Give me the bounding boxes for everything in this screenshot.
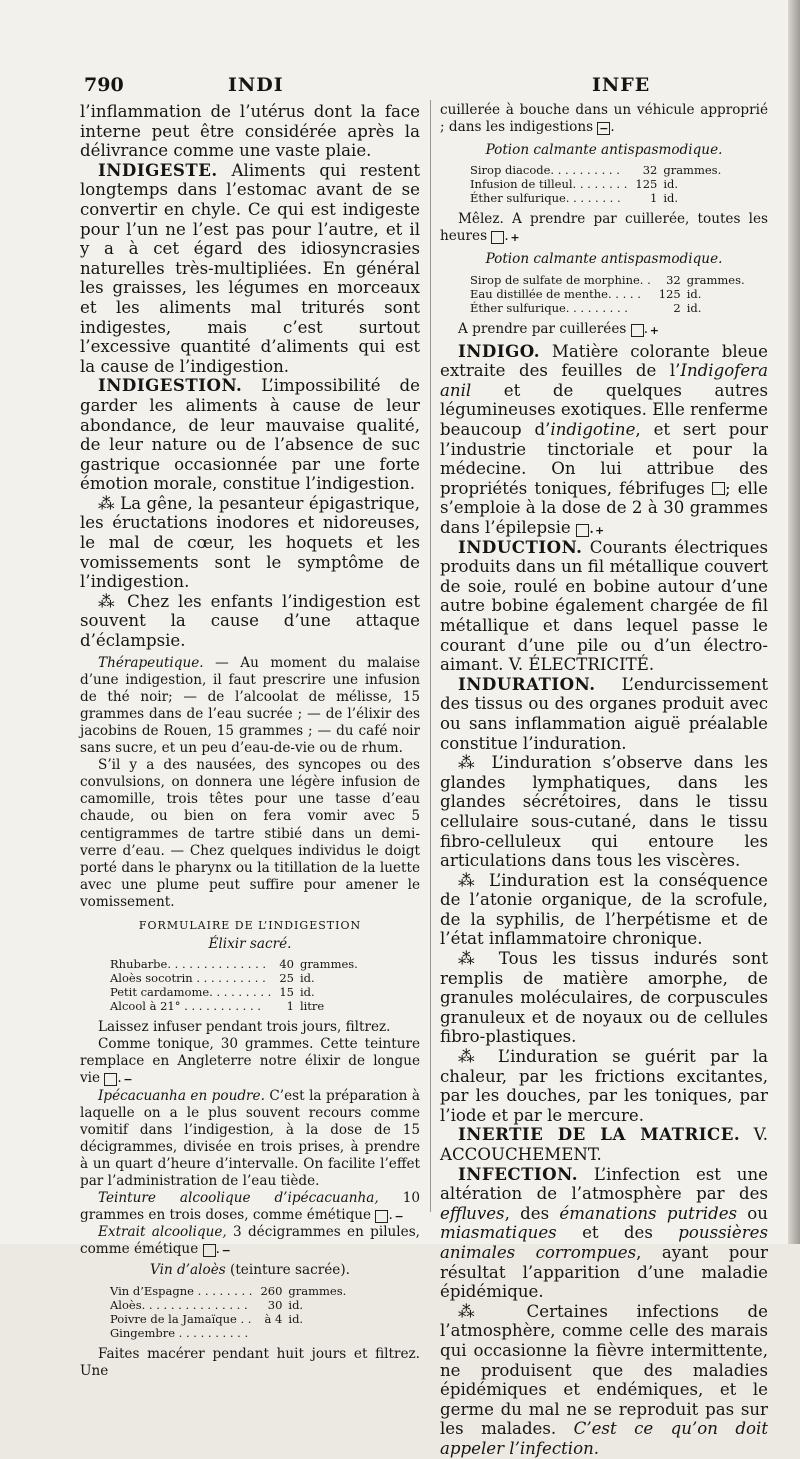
header-right-word: INFE <box>592 74 651 96</box>
left-column <box>80 102 420 1380</box>
paragraph-with-symbol: Mêlez. A prendre par cuillerée, toutes les heures +. <box>440 211 768 245</box>
paragraph-with-symbol: Comme tonique, 30 grammes. Cette teinture remplace en Angleterre notre élixir de longue vie −. <box>80 1036 420 1087</box>
headword: INDIGESTE. <box>98 159 218 180</box>
entry-infection: INFECTION. L’infection est une altération de l’atmosphère par des effluves, des émanations putrides ou miasmatiques et des poussières animales corrompues, ayant pour résultat l’apparition d’une maladie épidémique. <box>440 1163 768 1302</box>
potion1-ingredients-table <box>470 163 721 205</box>
paragraph: ⁂ L’induration s’observe dans les glandes lymphatiques, dans les glandes sécrétoires, dans le tissu cellulaire sous-cutané, dans le tissu fibro-celluleux qui entoure les articulations dans tous les viscères. <box>440 753 768 871</box>
entry-text: L’impossibilité de garder les aliments à cause de leur abondance, de leur mauvaise qualité, de leur nature ou de l’absence de suc gastrique occasionnée par une forte émotion morale, constitue l’indigestion. <box>80 376 420 494</box>
paragraph: Laissez infuser pendant trois jours, filtrez. <box>98 1019 391 1036</box>
plus-box-icon: + <box>491 231 504 244</box>
table-row: Infusion de tilleul. . . . . . . . 125 id. <box>470 177 679 192</box>
minus-box-icon: − <box>599 122 609 136</box>
page-number: 790 <box>84 74 124 96</box>
lead-italic: Teinture alcoolique d’ipécacuanha, <box>98 1190 379 1207</box>
table-row: Éther sulfurique. . . . . . . . . 2 id. <box>470 300 702 315</box>
table-row: Aloès socotrin . . . . . . . . . . 25 id. <box>110 971 315 986</box>
table-row: Rhubarbe. . . . . . . . . . . . . . 40 grammes. <box>110 957 358 972</box>
lead-italic: Thérapeutique. <box>98 654 204 671</box>
headword: INDURATION. <box>458 673 596 694</box>
entry-induration: INDURATION. L’endurcissement des tissus ou des organes produit avec ou sans inflammation aiguë préalable constitue l’induration. <box>440 673 768 753</box>
table-row: Petit cardamome. . . . . . . . . 15 id. <box>110 985 315 1000</box>
table-row: Éther sulfurique. . . . . . . . 1 id. <box>470 191 679 206</box>
headword: INERTIE DE LA MATRICE. <box>458 1124 741 1145</box>
paragraph-with-symbol: Extrait alcoolique, 3 décigrammes en pilules, comme émétique −. <box>80 1224 420 1258</box>
paragraph: l’inflammation de l’utérus dont la face interne peut être considérée après la délivrance comme une vaste plaie. <box>80 102 420 161</box>
therapeutique-paragraph <box>80 655 420 758</box>
entry-text: Aliments qui restent longtemps dans l’estomac avant de se convertir en chyle. Ce qui est indigeste pour l’un ne l’est pas pour l’autre, et il y a à cet égard des idiosyncrasies naturelles très-multipliées. En général les graisses, les légumes en morceaux et les aliments mal triturés sont indigestes, mais c’est surtout l’excessive quantité d’aliments qui est la cause de l’indigestion. <box>80 160 420 376</box>
paragraph: Faites macérer pendant huit jours et filtrez. Une <box>80 1345 420 1379</box>
minus-box-icon: − <box>203 1244 216 1257</box>
entry-indigo: INDIGO. Matière colorante bleue extraite des feuilles de l’Indigofera anil et de quelques autres légumineuses exotiques. Elle renferme beaucoup d’indigotine, et sert pour l’industrie tinctoriale et pour la médecine. On lui attribue des propriétés toniques, fébrifuges ; elle s’emploie à la dose de 2 à 30 grammes dans l’épilepsie +. <box>440 340 768 537</box>
table-row: Poivre de la Jamaïque . . à 4 id. <box>110 1311 304 1326</box>
headword: INDIGO. <box>458 340 541 361</box>
paragraph-text: — Au moment du malaise d’une indigestion, il faut prescrire une infusion de thé noir; — de l’alcoolat de mélisse, 15 grammes dans de l’eau sucrée ; — de l’élixir des jacobins de Rouen, 15 grammes ; — du café noir sans sucre, et un peu d’eau-de-vie ou de rhum. <box>80 654 420 757</box>
lead-italic: Extrait alcoolique, <box>98 1224 227 1241</box>
paragraph-with-symbol: cuillerée à bouche dans un véhicule approprié ; dans les indigestions − . <box>440 102 768 136</box>
paragraph: ⁂ L’induration est la conséquence de l’atonie organique, de la scrofule, de la syphilis, de l’herpétisme et de l’état inflammatoire chronique. <box>440 870 768 949</box>
column-divider <box>430 100 431 1212</box>
minus-box-icon: − <box>104 1073 117 1086</box>
vin-ingredients-table <box>110 1284 346 1340</box>
table-row: Vin d’Espagne . . . . . . . . 260 grammes. <box>110 1283 347 1298</box>
lead-italic: Ipécacuanha en poudre. <box>98 1087 265 1104</box>
table-row: Eau distillée de menthe. . . . . 125 id. <box>470 286 702 301</box>
entry-inertie: INERTIE DE LA MATRICE. V. ACCOUCHEMENT. <box>440 1124 768 1164</box>
recipe-title: Potion calmante antispasmodique. <box>485 251 723 268</box>
paragraph-with-symbol: Teinture alcoolique d’ipécacuanha, 10 grammes en trois doses, comme émétique −. <box>80 1190 420 1224</box>
headword: INDUCTION. <box>458 536 583 557</box>
paragraph: ⁂ La gêne, la pesanteur épigastrique, les éructations inodores et nidoreuses, le mal de cœur, les hoquets et les vomissements sont le symptôme de l’indigestion. <box>80 493 420 592</box>
empty-box-icon <box>712 482 725 495</box>
right-column <box>440 102 768 1459</box>
header-left-word: INDI <box>228 74 284 96</box>
formulaire-title: FORMULAIRE DE L’INDIGESTION <box>138 919 362 933</box>
headword: INDIGESTION. <box>98 375 243 396</box>
table-row: Aloès. . . . . . . . . . . . . . . 30 id. <box>110 1297 304 1312</box>
table-row: Alcool à 21° . . . . . . . . . . . 1 litre <box>110 999 325 1014</box>
entry-induction: INDUCTION. Courants électriques produits dans un fil métallique couvert de soie, roulé en bobine autour d’une autre bobine également chargée de fil métallique et dans lequel passe le courant d’une pile ou d’un électro-aimant. V. ÉLECTRICITÉ. <box>440 536 768 675</box>
entry-indigestion <box>80 376 420 494</box>
paragraph: ⁂ Certaines infections de l’atmosphère, comme celle des marais qui occasionne la fièvre intermittente, ne produisent que des maladies épidémiques et endémiques, et le germe du mal ne se reproduit pas sur les malades. C’est ce qu’on doit appeler l’infection. <box>440 1301 768 1458</box>
plus-box-icon: + <box>576 524 589 537</box>
paragraph: Ipécacuanha en poudre. C’est la préparation à laquelle on a le plus souvent recours comme vomitif dans l’indigestion, à la dose de 15 décigrammes, divisée en trois prises, à prendre à un quart d’heure d’intervalle. On facilite l’effet par l’administration de l’eau tiède. <box>80 1087 421 1189</box>
recipe-title: Élixir sacré. <box>208 936 292 953</box>
entry-indigeste <box>80 161 420 377</box>
paragraph: ⁂ Tous les tissus indurés sont remplis de matière amorphe, de granules moléculaires, de corpuscules granuleux et de noyaux ou de cellules fibro-plastiques. <box>440 949 768 1047</box>
minus-box-icon: − <box>375 1210 388 1223</box>
paragraph: S’il y a des nausées, des syncopes ou des convulsions, on donnera une légère infusion de camomille, trois têtes pour une tasse d’eau chaude, ou bien on fera vomir avec 5 centigrammes de tartre stibié dans un demi-verre d’eau. — Chez quelques individus le doigt porté dans le pharynx ou la titillation de la luette avec une plume peut suffire pour amener le vomissement. <box>80 757 420 910</box>
table-row: Sirop diacode. . . . . . . . . . 32 grammes. <box>470 163 722 178</box>
potion2-ingredients-table <box>470 273 745 315</box>
paragraph-with-symbol: A prendre par cuillerées +. <box>458 320 659 337</box>
paragraph: ⁂ Chez les enfants l’indigestion est souvent la cause d’une attaque d’éclampsie. <box>80 591 420 651</box>
running-header <box>0 74 800 98</box>
table-row: Sirop de sulfate de morphine. . 32 grammes. <box>470 272 745 287</box>
plus-box-icon: + <box>631 324 644 337</box>
paragraph: ⁂ L’induration se guérit par la chaleur, par les frictions excitantes, par les douches, par les toniques, par l’iode et par le mercure. <box>440 1047 768 1125</box>
headword: INFECTION. <box>458 1163 579 1184</box>
recipe-title: Vin d’aloès (teinture sacrée). <box>150 1262 350 1279</box>
elixir-ingredients-table <box>110 957 358 1013</box>
table-row: Gingembre . . . . . . . . . . <box>110 1325 249 1340</box>
page-edge-shadow <box>788 0 800 1244</box>
recipe-title: Potion calmante antispasmodique. <box>485 142 723 159</box>
